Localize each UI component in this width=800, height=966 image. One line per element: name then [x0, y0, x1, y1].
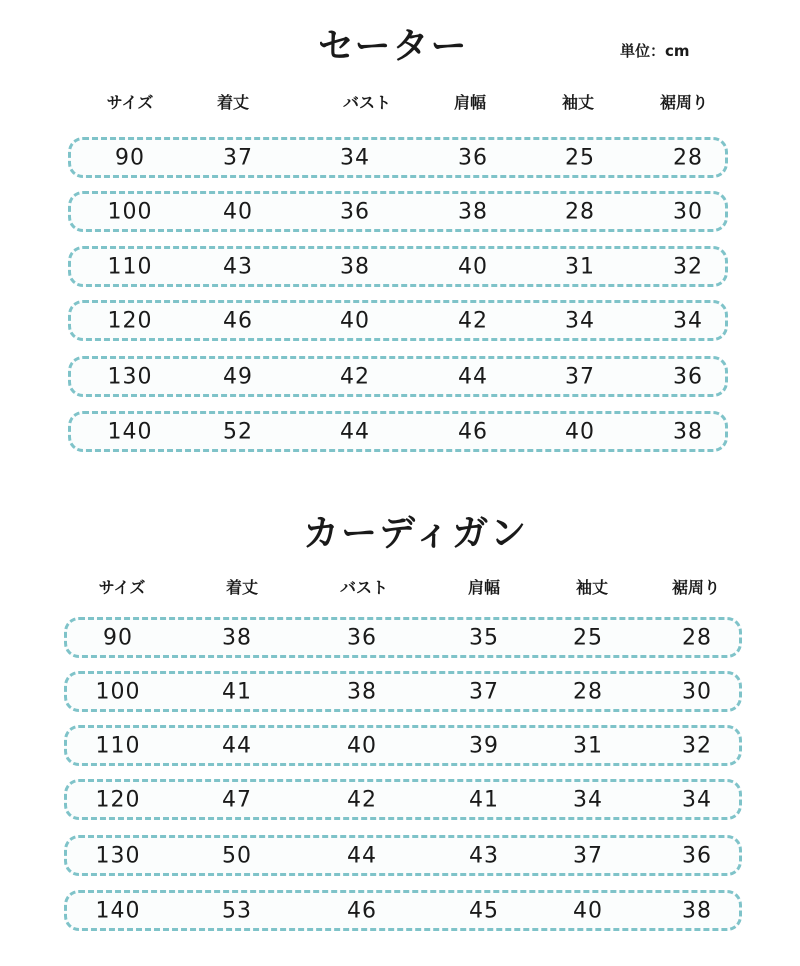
sweater-table-row — [68, 356, 728, 397]
sweater-cell-bust: 36 — [340, 199, 370, 224]
sweater-cell-bust: 42 — [340, 364, 370, 389]
sweater-table-row — [68, 246, 728, 287]
sweater-cell-sleeve: 34 — [565, 308, 595, 333]
cardigan-cell-bust: 36 — [347, 625, 377, 650]
sweater-cell-length: 40 — [223, 199, 253, 224]
sweater-cell-sleeve: 28 — [565, 199, 595, 224]
sweater-cell-sleeve: 31 — [565, 254, 595, 279]
sweater-cell-hem: 38 — [673, 419, 703, 444]
sweater-cell-shoulder: 40 — [458, 254, 488, 279]
cardigan-cell-sleeve: 34 — [573, 787, 603, 812]
sweater-table-row — [68, 137, 728, 178]
cardigan-header-bust: バスト — [339, 578, 389, 597]
cardigan-cell-length: 47 — [222, 787, 252, 812]
cardigan-table-row — [64, 890, 742, 931]
cardigan-cell-size: 90 — [103, 625, 133, 650]
cardigan-cell-shoulder: 43 — [469, 843, 499, 868]
cardigan-table-row — [64, 725, 742, 766]
sweater-cell-length: 49 — [223, 364, 253, 389]
sweater-cell-size: 120 — [107, 308, 153, 333]
sweater-cell-hem: 34 — [673, 308, 703, 333]
sweater-cell-shoulder: 44 — [458, 364, 488, 389]
sweater-cell-size: 140 — [107, 419, 153, 444]
sweater-cell-length: 52 — [223, 419, 253, 444]
sweater-cell-hem: 36 — [673, 364, 703, 389]
cardigan-cell-shoulder: 37 — [469, 679, 499, 704]
sweater-cell-size: 100 — [107, 199, 153, 224]
cardigan-cell-sleeve: 28 — [573, 679, 603, 704]
cardigan-cell-sleeve: 40 — [573, 898, 603, 923]
cardigan-cell-size: 140 — [95, 898, 141, 923]
cardigan-header-length: 着丈 — [225, 578, 259, 597]
sweater-header-hem: 裾周り — [659, 93, 709, 112]
cardigan-cell-length: 44 — [222, 733, 252, 758]
cardigan-cell-bust: 46 — [347, 898, 377, 923]
cardigan-cell-hem: 38 — [682, 898, 712, 923]
sweater-table-row — [68, 411, 728, 452]
cardigan-table-row — [64, 835, 742, 876]
cardigan-cell-size: 130 — [95, 843, 141, 868]
cardigan-cell-shoulder: 35 — [469, 625, 499, 650]
cardigan-cell-shoulder: 41 — [469, 787, 499, 812]
sweater-cell-sleeve: 25 — [565, 145, 595, 170]
sweater-cell-bust: 40 — [340, 308, 370, 333]
cardigan-cell-shoulder: 45 — [469, 898, 499, 923]
cardigan-cell-size: 120 — [95, 787, 141, 812]
sweater-cell-length: 37 — [223, 145, 253, 170]
cardigan-cell-length: 53 — [222, 898, 252, 923]
cardigan-cell-hem: 36 — [682, 843, 712, 868]
cardigan-cell-hem: 32 — [682, 733, 712, 758]
sweater-cell-size: 110 — [107, 254, 153, 279]
sweater-table-row — [68, 191, 728, 232]
sweater-cell-length: 46 — [223, 308, 253, 333]
sweater-header-size: サイズ — [106, 93, 154, 112]
cardigan-cell-hem: 34 — [682, 787, 712, 812]
cardigan-cell-bust: 40 — [347, 733, 377, 758]
cardigan-header-sleeve: 袖丈 — [575, 578, 609, 597]
cardigan-table-row — [64, 617, 742, 658]
sweater-cell-shoulder: 46 — [458, 419, 488, 444]
cardigan-cell-length: 50 — [222, 843, 252, 868]
cardigan-cell-hem: 28 — [682, 625, 712, 650]
cardigan-header-size: サイズ — [98, 578, 146, 597]
cardigan-cell-size: 110 — [95, 733, 141, 758]
sweater-cell-hem: 28 — [673, 145, 703, 170]
sweater-table-row — [68, 300, 728, 341]
cardigan-cell-bust: 42 — [347, 787, 377, 812]
sweater-cell-bust: 34 — [340, 145, 370, 170]
sweater-cell-size: 90 — [115, 145, 145, 170]
sweater-cell-sleeve: 37 — [565, 364, 595, 389]
cardigan-cell-length: 38 — [222, 625, 252, 650]
sweater-title: セーター — [318, 26, 469, 67]
sweater-cell-shoulder: 38 — [458, 199, 488, 224]
cardigan-cell-size: 100 — [95, 679, 141, 704]
cardigan-cell-bust: 38 — [347, 679, 377, 704]
sweater-cell-bust: 44 — [340, 419, 370, 444]
cardigan-header-shoulder: 肩幅 — [467, 578, 501, 597]
cardigan-cell-hem: 30 — [682, 679, 712, 704]
sweater-cell-length: 43 — [223, 254, 253, 279]
cardigan-title: カーディガン — [303, 513, 529, 554]
sweater-header-sleeve: 袖丈 — [561, 93, 595, 112]
sweater-cell-hem: 30 — [673, 199, 703, 224]
cardigan-cell-sleeve: 31 — [573, 733, 603, 758]
cardigan-header-hem: 裾周り — [671, 578, 721, 597]
cardigan-cell-sleeve: 25 — [573, 625, 603, 650]
cardigan-cell-sleeve: 37 — [573, 843, 603, 868]
sweater-cell-sleeve: 40 — [565, 419, 595, 444]
cardigan-cell-length: 41 — [222, 679, 252, 704]
cardigan-table-row — [64, 779, 742, 820]
sweater-header-shoulder: 肩幅 — [453, 93, 487, 112]
sweater-header-length: 着丈 — [216, 93, 250, 112]
sweater-cell-size: 130 — [107, 364, 153, 389]
sweater-cell-shoulder: 42 — [458, 308, 488, 333]
sweater-cell-hem: 32 — [673, 254, 703, 279]
cardigan-cell-shoulder: 39 — [469, 733, 499, 758]
cardigan-table-row — [64, 671, 742, 712]
sweater-cell-bust: 38 — [340, 254, 370, 279]
sweater-header-bust: バスト — [342, 93, 392, 112]
cardigan-cell-bust: 44 — [347, 843, 377, 868]
sweater-cell-shoulder: 36 — [458, 145, 488, 170]
unit-label: 単位：cm — [620, 42, 690, 60]
